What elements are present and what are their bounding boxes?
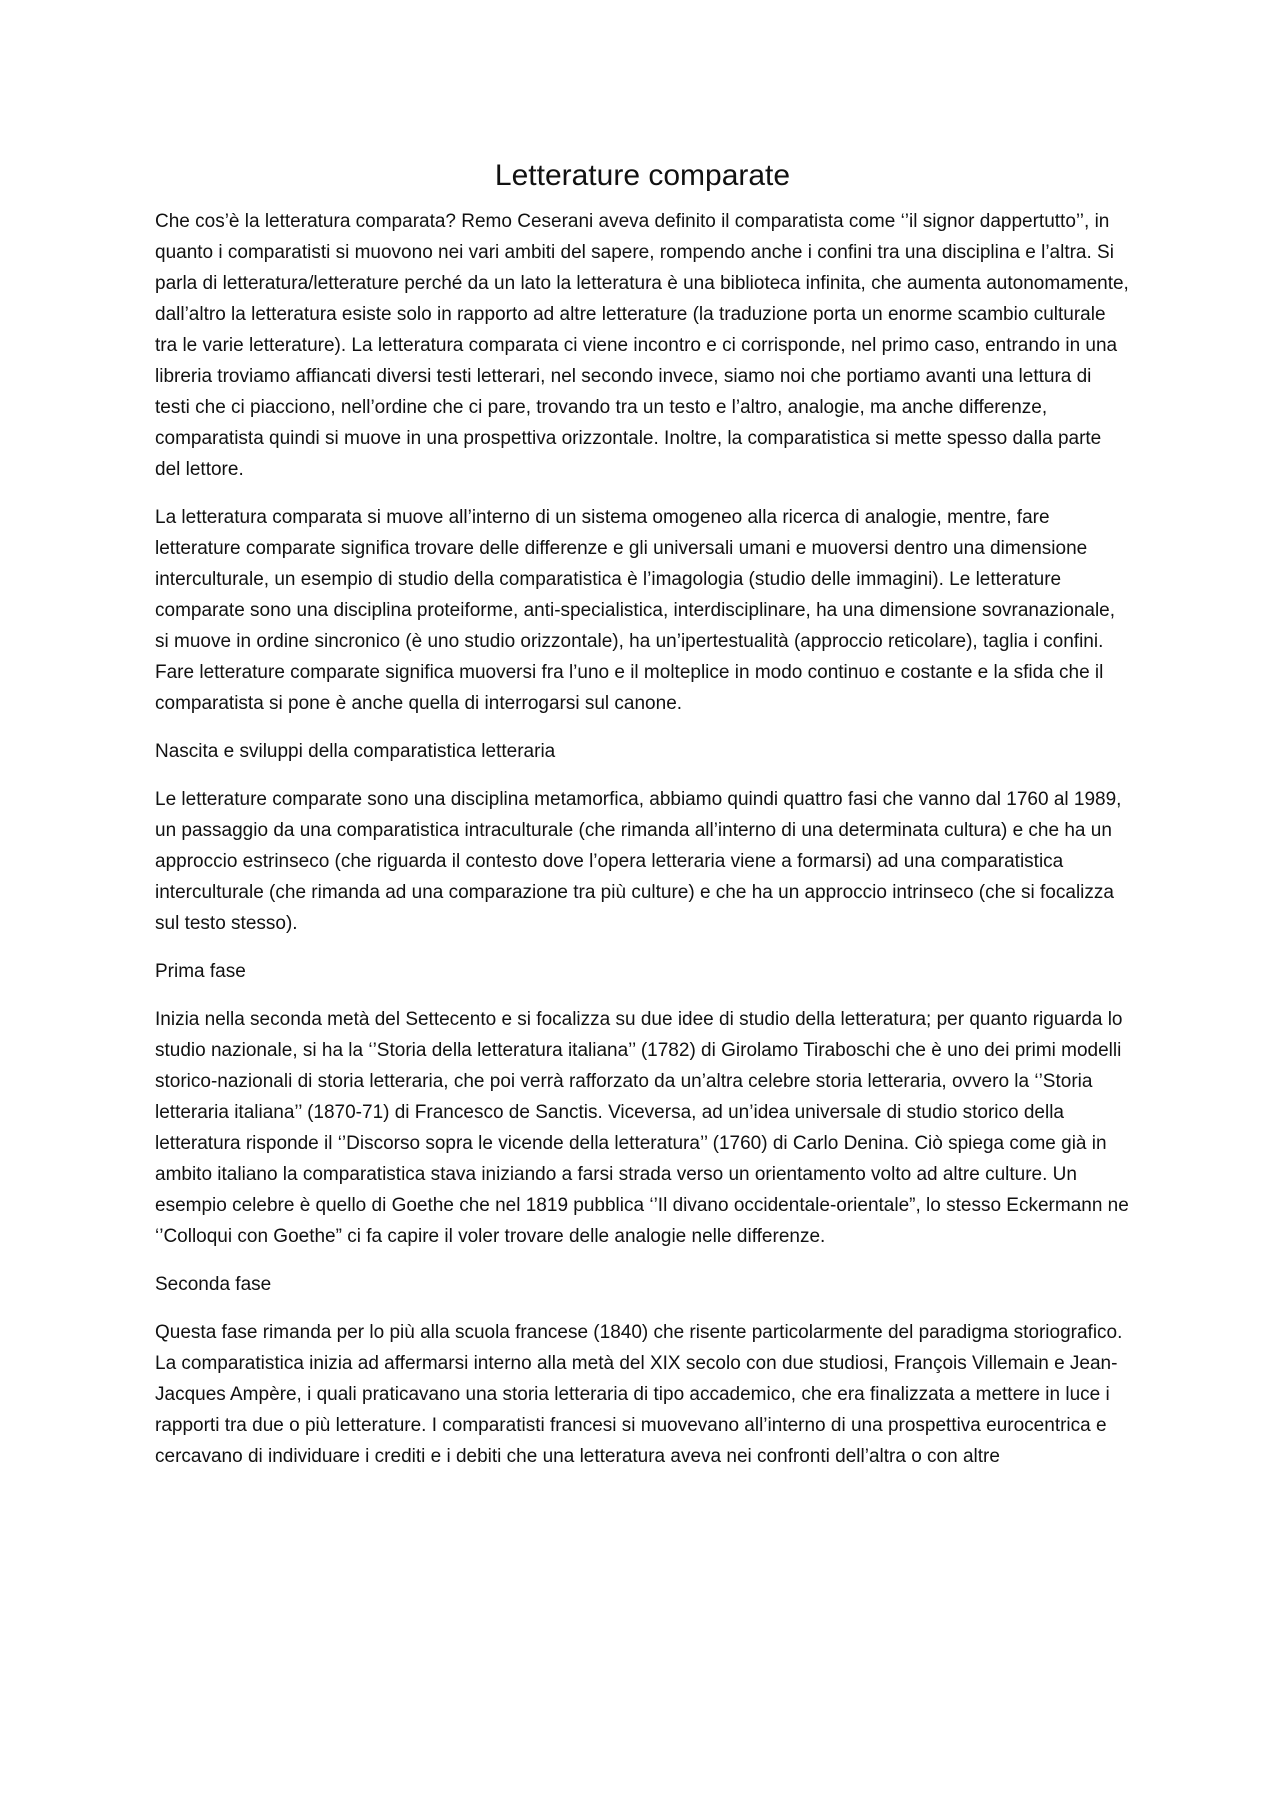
document-title: Letterature comparate bbox=[494, 159, 791, 192]
paragraph-prima-fase: Inizia nella seconda metà del Settecento e si focalizza su due idee di studio della letteratura; per quanto riguarda lo studio nazionale, si ha la ‘’Storia della letteratura italiana’’ (1782) di Girolamo Tiraboschi che è uno dei primi modelli storico-nazionali di storia letteraria, che poi verrà rafforzato da un’altra celebre storia letteraria, ovvero la ‘’Storia letteraria italiana’’ (1870-71) di Francesco de Sanctis. Viceversa, ad un’idea universale di studio storico della letteratura risponde il ‘’Discorso sopra le vicende della letteratura’’ (1760) di Carlo Denina. Ciò spiega come già in ambito italiano la comparatistica stava iniziando a farsi strada verso un orientamento volto ad altre culture. Un esempio celebre è quello di Goethe che nel 1819 pubblica ‘’Il divano occidentale-orientale”, lo stesso Eckermann ne ‘’Colloqui con Goethe” ci fa capire il voler trovare delle analogie nelle differenze. bbox=[155, 1009, 1129, 1247]
paragraph-definition: La letteratura comparata si muove all’interno di un sistema omogeneo alla ricerca di analogie, mentre, fare letterature comparate significa trovare delle differenze e gli universali umani e muoversi dentro una dimensione interculturale, un esempio di studio della comparatistica è l’imagologia (studio delle immagini). Le letterature comparate sono una disciplina proteiforme, anti-specialistica, interdisciplinare, ha una dimensione sovranazionale, si muove in ordine sincronico (è uno studio orizzontale), ha un’ipertestualità (approccio reticolare), taglia i confini. Fare letterature comparate significa muoversi fra l’uno e il molteplice in modo continuo e costante e la sfida che il comparatista si pone è anche quella di interrogarsi sul canone. bbox=[155, 507, 1116, 714]
section-heading-seconda-fase: Seconda fase bbox=[155, 1274, 272, 1295]
section-heading-prima-fase: Prima fase bbox=[155, 961, 246, 982]
paragraph-intro: Che cos’è la letteratura comparata? Remo Ceserani aveva definito il comparatista come ‘’il signor dappertutto’’, in quanto i comparatisti si muovono nei vari ambiti del sapere, rompendo anche i confini tra una disciplina e l’altra. Si parla di letteratura/letterature perché da un lato la letteratura è una biblioteca infinita, che aumenta autonomamente, dall’altro la letteratura esiste solo in rapporto ad altre letterature (la traduzione porta un enorme scambio culturale tra le varie letterature). La letteratura comparata ci viene incontro e ci corrisponde, nel primo caso, entrando in una libreria troviamo affiancati diversi testi letterari, nel secondo invece, siamo noi che portiamo avanti una lettura di testi che ci piacciono, nell’ordine che ci pare, trovando tra un testo e l’altro, analogie, ma anche differenze, comparatista quindi si muove in una prospettiva orizzontale. Inoltre, la comparatistica si mette spesso dalla parte del lettore. bbox=[155, 211, 1129, 480]
section-heading-nascita: Nascita e sviluppi della comparatistica letteraria bbox=[155, 741, 556, 762]
paragraph-seconda-fase: Questa fase rimanda per lo più alla scuola francese (1840) che risente particolarmente del paradigma storiografico. La comparatistica inizia ad affermarsi interno alla metà del XIX secolo con due studiosi, François Villemain e Jean-Jacques Ampère, i quali praticavano una storia letteraria di tipo accademico, che era finalizzata a mettere in luce i rapporti tra due o più letterature. I comparatisti francesi si muovevano all’interno di una prospettiva eurocentrica e cercavano di individuare i crediti e i debiti che una letteratura aveva nei confronti dell’altra o con altre bbox=[155, 1322, 1123, 1467]
paragraph-phases-overview: Le letterature comparate sono una disciplina metamorfica, abbiamo quindi quattro fasi che vanno dal 1760 al 1989, un passaggio da una comparatistica intraculturale (che rimanda all’interno di una determinata cultura) e che ha un approccio estrinseco (che riguarda il contesto dove l’opera letteraria viene a formarsi) ad una comparatistica interculturale (che rimanda ad una comparazione tra più culture) e che ha un approccio intrinseco (che si focalizza sul testo stesso). bbox=[155, 789, 1122, 934]
document-body bbox=[155, 156, 1130, 1489]
